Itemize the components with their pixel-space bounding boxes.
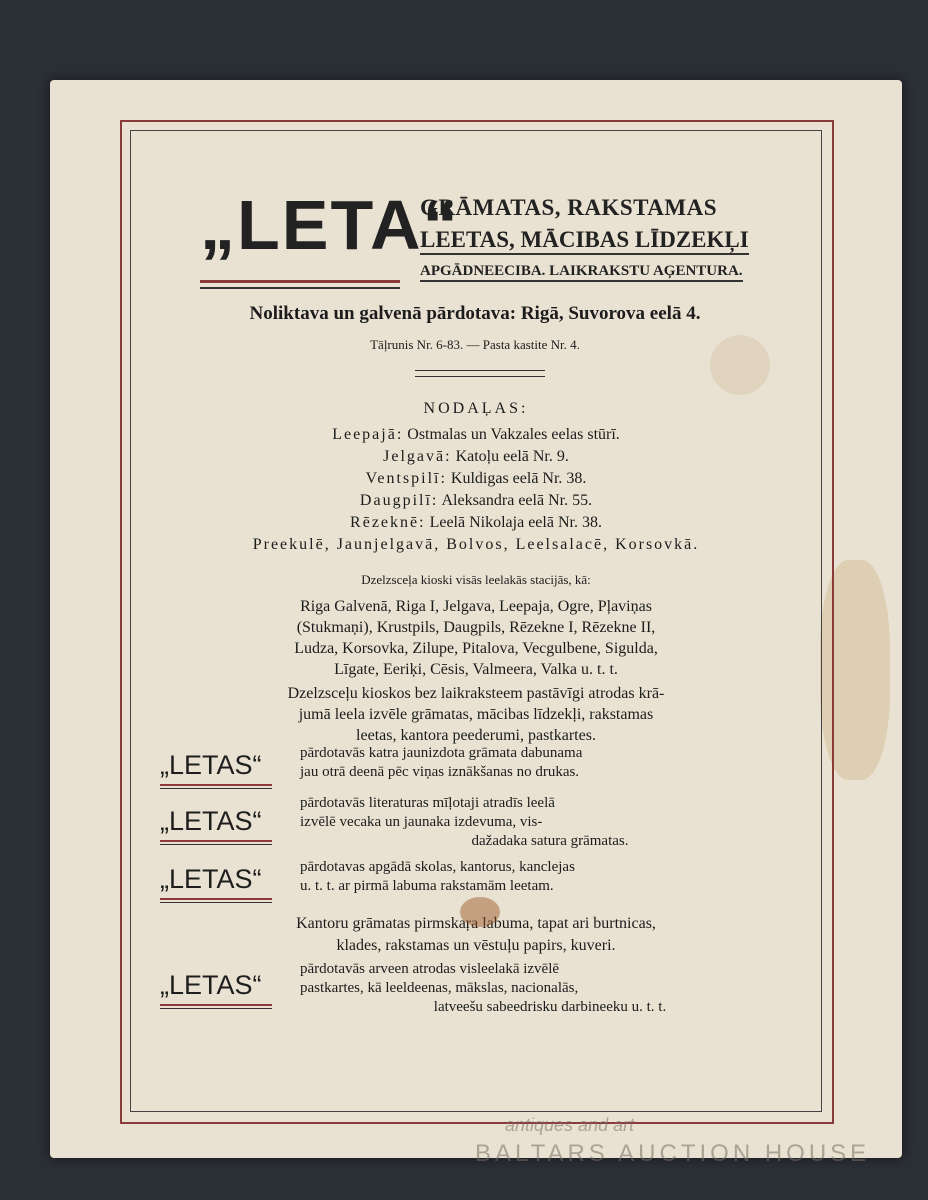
letas-label: „LETAS“	[160, 970, 262, 1000]
office-para-line: Kantoru grāmatas pirmskaŗa labuma, tapat ari burtnicas,	[296, 915, 656, 932]
letas-text: pārdotavās katra jaunizdota grāmata dabunama jau otrā deenā pēc viņas iznākšanas no drukas.	[300, 745, 583, 780]
branch-address: Katoļu eelā Nr. 9.	[455, 448, 569, 465]
branch-city: Daugpilī:	[359, 492, 439, 509]
tagline-2: LEETAS, MĀCIBAS LĪDZEKĻI	[420, 227, 749, 255]
divider	[415, 370, 545, 377]
branch-city: Rēzeknē:	[350, 514, 426, 531]
letas-label: „LETAS“	[160, 750, 262, 780]
kiosks-intro: Dzelzsceļa kioski visās leelakās stacijās, kā:	[361, 572, 591, 587]
brand-title: „LETA“	[200, 186, 460, 264]
tagline-1: GRĀMATAS, RAKSTAMAS	[420, 195, 718, 220]
letas-underline	[160, 1004, 272, 1009]
catalog-back-page	[50, 80, 902, 1158]
branch-line	[130, 470, 822, 488]
branch-address: Ostmalas un Vakzales eelas stūrī.	[407, 426, 620, 443]
letterhead	[200, 185, 800, 295]
branch-line	[130, 514, 822, 532]
branch-line	[130, 492, 822, 510]
kiosk-list-line: Ludza, Korsovka, Zilupe, Pitalova, Vecgulbene, Sigulda,	[294, 640, 658, 657]
kiosk-para-line: Dzelzsceļu kioskos bez laikraksteem pastāvīgi atrodas krā-	[287, 685, 665, 702]
branch-city: Leepajā:	[332, 426, 404, 443]
kiosk-para-line: leetas, kantora peederumi, pastkartes.	[356, 727, 596, 744]
branches-title: NODAĻAS:	[423, 400, 529, 417]
other-places: Preekulē, Jaunjelgavā, Bolvos, Leelsalacē, Korsovkā.	[252, 536, 700, 553]
kiosk-para-line: jumā leela izvēle grāmatas, mācibas līdzekļi, rakstamas	[298, 706, 654, 723]
branch-line	[130, 426, 822, 444]
watermark-line-1: antiques and art	[505, 1115, 635, 1135]
branch-address: Leelā Nikolaja eelā Nr. 38.	[429, 514, 602, 531]
ink-stain	[460, 897, 500, 927]
kiosk-list-line: Riga Galvenā, Riga I, Jelgava, Leepaja, Ogre, Pļaviņas	[300, 598, 652, 615]
branch-address: Aleksandra eelā Nr. 55.	[441, 492, 593, 509]
letas-label: „LETAS“	[160, 864, 262, 894]
phone-line: Tāļrunis Nr. 6-83. — Pasta kastite Nr. 4.	[370, 337, 580, 352]
watermark-line-2: BALTARS AUCTION HOUSE	[475, 1140, 871, 1167]
kiosk-list-line: (Stukmaņi), Krustpils, Daugpils, Rēzekne I, Rēzekne II,	[296, 619, 656, 636]
branch-city: Ventspilī:	[365, 470, 447, 487]
branch-city: Jelgavā:	[383, 448, 452, 465]
letas-underline	[160, 898, 272, 903]
main-address: Noliktava un galvenā pārdotava: Rigā, Suvorova eelā 4.	[249, 303, 701, 324]
letas-underline	[160, 784, 272, 789]
kiosk-list-line: Līgate, Eeriķi, Cēsis, Valmeera, Valka u. t. t.	[334, 661, 618, 678]
branch-address: Kuldigas eelā Nr. 38.	[450, 470, 587, 487]
tagline-3: APGĀDNEECIBA. LAIKRAKSTU AĢENTURA.	[420, 263, 743, 282]
letas-label: „LETAS“	[160, 806, 262, 836]
letas-block	[130, 794, 822, 854]
letas-text: pārdotavas apgādā skolas, kantorus, kanclejas u. t. t. ar pirmā labuma rakstamām leetam.	[300, 859, 575, 894]
branch-line	[130, 448, 822, 466]
letas-text: pārdotavās literaturas mīļotaji atradīs leelā izvēlē vecaka un jaunaka izdevuma, vis- dažadaka satura grāmatas.	[300, 795, 629, 849]
letas-text: pārdotavās arveen atrodas visleelakā izvēlē pastkartes, kā leeldeenas, mākslas, nacionalās, latveešu sabeedrisku darbineeku u. t. t.	[300, 961, 667, 1015]
letas-block	[130, 960, 822, 1020]
office-para-line: klades, rakstamas un vēstuļu papirs, kuveri.	[336, 937, 616, 954]
letas-underline	[160, 840, 272, 845]
brand-underline	[200, 280, 400, 293]
